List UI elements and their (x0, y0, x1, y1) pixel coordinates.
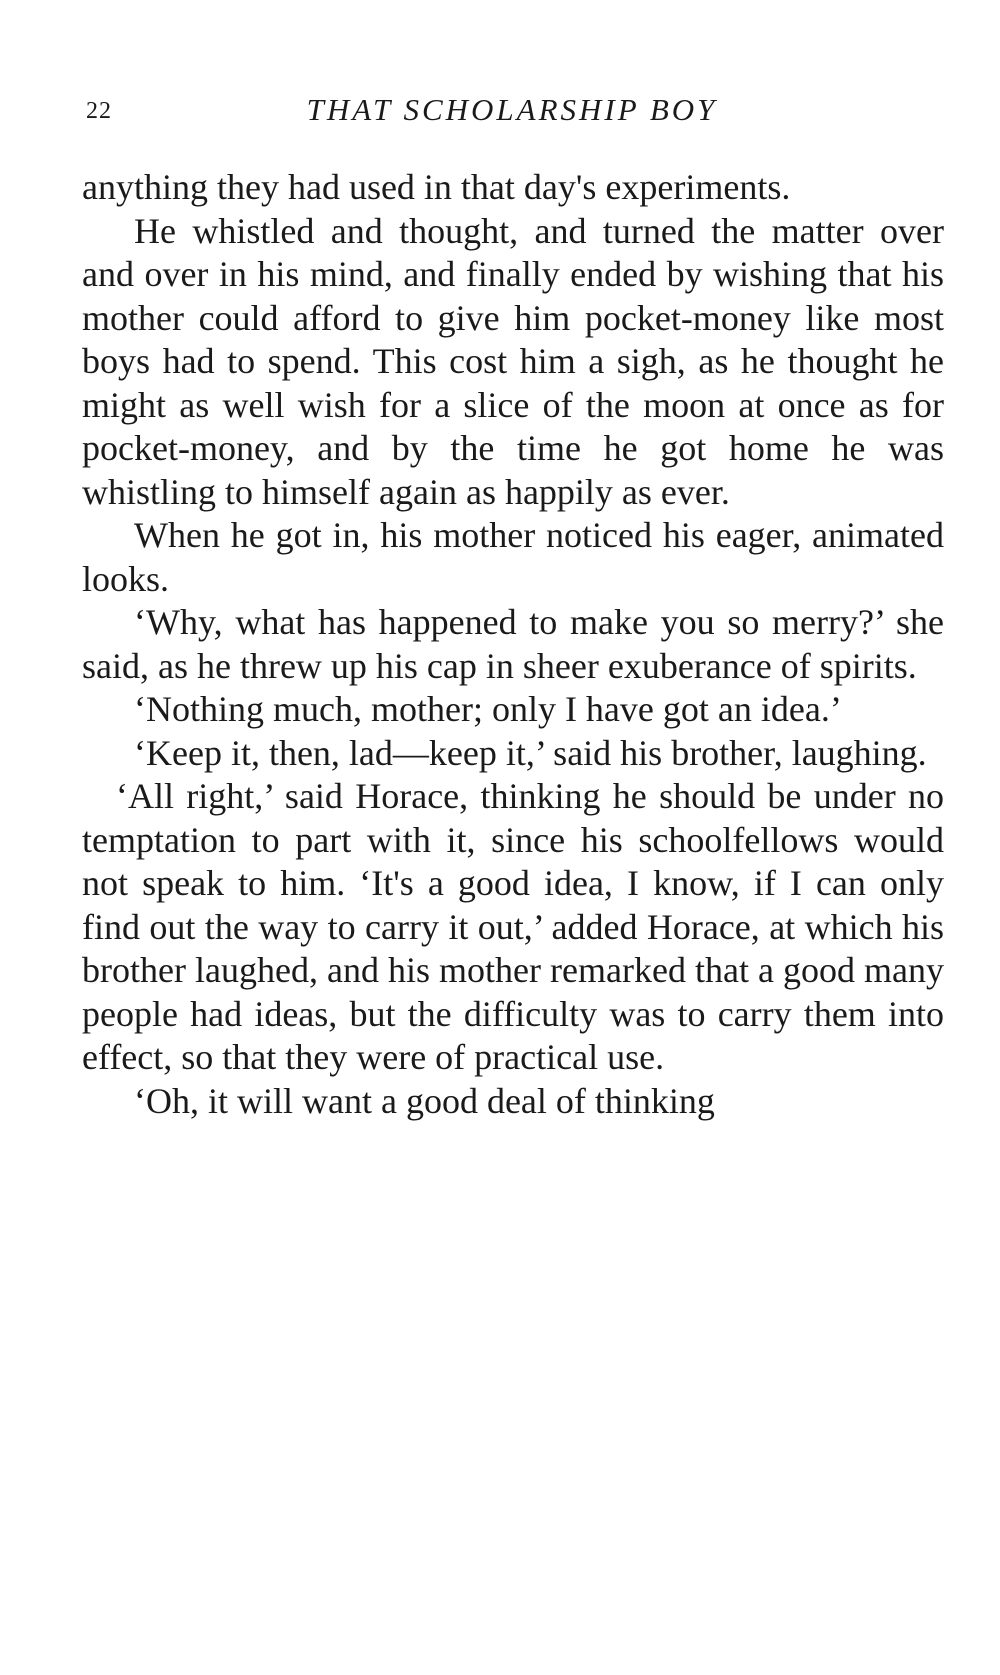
running-head (82, 92, 944, 132)
paragraph: When he got in, his mother noticed his eager, animated looks. (82, 515, 944, 599)
body-text (82, 166, 944, 1123)
book-title: THAT SCHOLARSHIP BOY (306, 92, 718, 127)
paragraph: ‘Why, what has happened to make you so merry?’ she said, as he threw up his cap in sheer exuberance of spirits. (82, 602, 944, 686)
paragraph-continued: anything they had used in that day's experiments. (82, 167, 791, 207)
page-number: 22 (86, 98, 112, 124)
paragraph: ‘All right,’ said Horace, thinking he should be under no temptation to part with it, since his schoolfellows would not speak to him. ‘It's a good idea, I know, if I can only find out the way to carry it out,’ added Horace, at which his brother laughed, and his mother remarked that a good many people had ideas, but the difficulty was to carry them into effect, so that they were of practical use. (82, 776, 944, 1077)
paragraph: ‘Oh, it will want a good deal of thinking (134, 1080, 715, 1121)
paragraph: ‘Nothing much, mother; only I have got an idea.’ (134, 689, 842, 729)
paragraph: He whistled and thought, and turned the matter over and over in his mind, and finally ended by wishing that his mother could afford to give him pocket-money like most boys had to spend. This cost him a sigh, as he thought he might as well wish for a slice of the moon at once as for pocket-money, and by the time he got home he was whistling to himself again as happily as ever. (82, 210, 944, 512)
paragraph: ‘Keep it, then, lad—keep it,’ said his brother, laughing. (134, 732, 927, 773)
